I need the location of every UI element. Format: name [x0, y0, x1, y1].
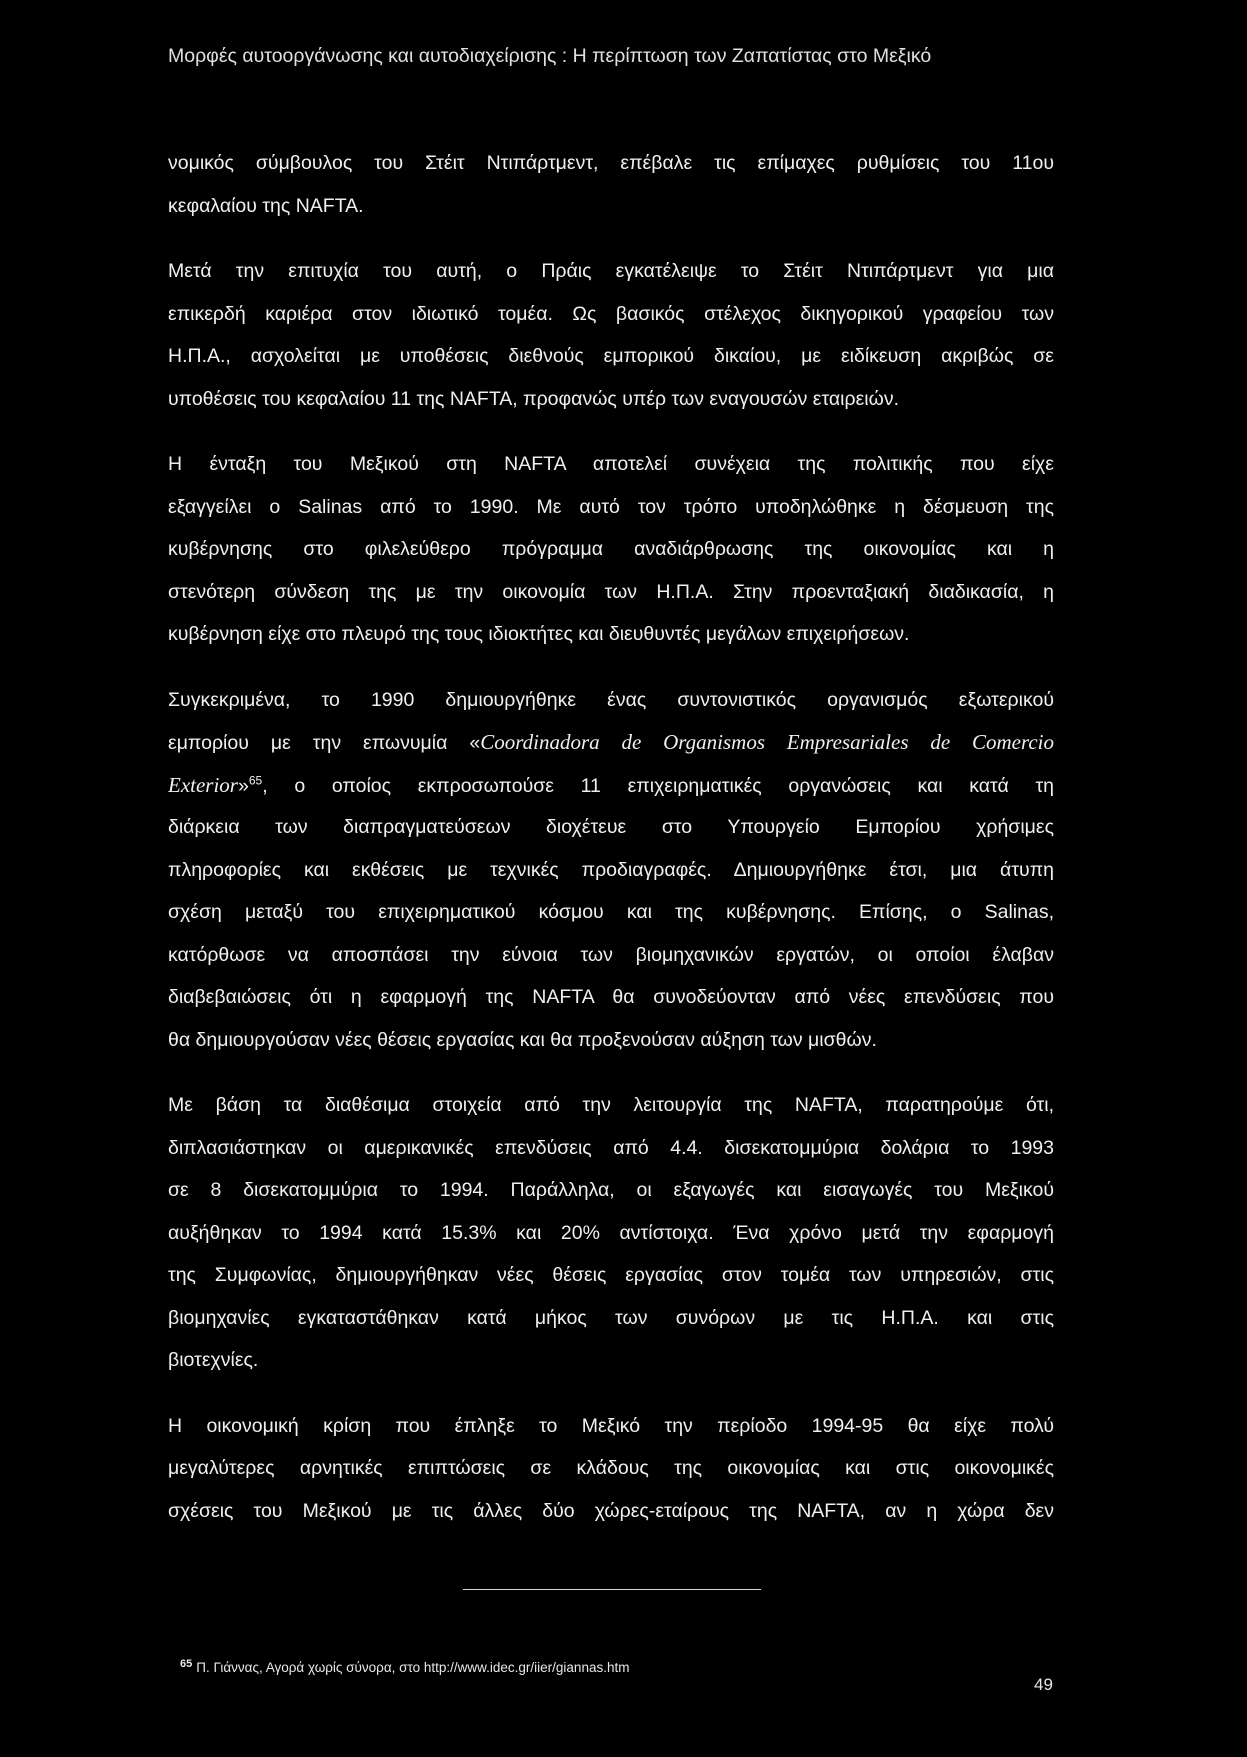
running-header: Μορφές αυτοοργάνωσης και αυτοδιαχείρισης : Η περίπτωση των Ζαπατίστας στο Μεξικό — [168, 45, 932, 67]
paragraph-line: διάρκεια των διαπραγματεύσεων διοχέτευε στο Υπουργείο Εμπορίου χρήσιμες — [168, 816, 1054, 838]
organization-name-italic: Exterior — [168, 772, 238, 797]
paragraph-line: Μετά την επιτυχία του αυτή, ο Πράις εγκατέλειψε το Στέιτ Ντιπάρτμεντ για μια — [168, 260, 1054, 282]
closing-quote: » — [237, 774, 249, 797]
paragraph-line: σχέσεις του Μεξικού με τις άλλες δύο χώρες-εταίρους της NAFTA, αν η χώρα δεν — [168, 1499, 1054, 1522]
footnote — [180, 1657, 1080, 1675]
paragraph-line — [168, 721, 1054, 764]
paragraph-line: διπλασιάστηκαν οι αμερικανικές επενδύσεις από 4.4. δισεκατομμύρια δολάρια το 1993 — [168, 1136, 1054, 1159]
paragraph-line: σχέση μεταξύ του επιχειρηματικού κόσμου και της κυβέρνησης. Επίσης, ο Salinas, — [168, 901, 1054, 923]
paragraph-line: Η.Π.Α., ασχολείται με υποθέσεις διεθνούς εμπορικού δικαίου, με ειδίκευση ακριβώς σε — [168, 345, 1054, 367]
paragraph-line: στενότερη σύνδεση της με την οικονομία των Η.Π.Α. Στην προενταξιακή διαδικασία, η — [168, 580, 1054, 603]
paragraph-text: εμπορίου με την επωνυμία « — [168, 732, 481, 754]
paragraph-line: βιομηχανίες εγκαταστάθηκαν κατά μήκος των συνόρων με τις Η.Π.Α. και στις — [168, 1306, 1054, 1329]
paragraph-line: εξαγγείλει ο Salinas από το 1990. Με αυτό τον τρόπο υποδηλώθηκε η δέσμευση της — [168, 495, 1054, 518]
footnote-number: 65 — [180, 1657, 193, 1670]
paragraph-line: βιοτεχνίες. — [168, 1349, 259, 1371]
paragraph-line: Η οικονομική κρίση που έπληξε το Μεξικό την περίοδο 1994-95 θα είχε πολύ — [168, 1414, 1054, 1437]
paragraph-3 — [168, 443, 1054, 656]
paragraph-line — [168, 764, 1054, 807]
paragraph-line: σε 8 δισεκατομμύρια το 1994. Παράλληλα, οι εξαγωγές και εισαγωγές του Μεξικού — [168, 1179, 1054, 1201]
paragraph-line: μεγαλύτερες αρνητικές επιπτώσεις σε κλάδους της οικονομίας και στις οικονομικές — [168, 1457, 1054, 1479]
paragraph-line: κυβέρνηση είχε στο πλευρό της τους ιδιοκτήτες και διευθυντές μεγάλων επιχειρήσεων. — [168, 623, 910, 645]
paragraph-line: κεφαλαίου της NAFTA. — [168, 194, 364, 217]
organization-name-italic: Coordinadora de Organismos Empresariales de Comercio — [480, 730, 1054, 754]
paragraph-line: Με βάση τα διαθέσιμα στοιχεία από την λειτουργία της NAFTA, παρατηρούμε ότι, — [168, 1094, 1054, 1116]
footnote-separator — [463, 1589, 761, 1590]
footnote-text: Π. Γιάννας, Αγορά χωρίς σύνορα, στο http://www.idec.gr/iier/giannas.htm — [196, 1660, 630, 1675]
paragraph-2 — [168, 250, 1054, 420]
body-text — [168, 142, 1054, 1532]
page-number: 49 — [1034, 1675, 1053, 1694]
paragraph-text: , ο οποίος εκπροσωπούσε 11 επιχειρηματικές οργανώσεις και κατά τη — [262, 774, 1054, 797]
paragraph-line: Η ένταξη του Μεξικού στη NAFTA αποτελεί συνέχεια της πολιτικής που είχε — [168, 453, 1054, 475]
paragraph-6 — [168, 1405, 1054, 1533]
paragraph-line: αυξήθηκαν το 1994 κατά 15.3% και 20% αντίστοιχα. Ένα χρόνο μετά την εφαρμογή — [168, 1221, 1054, 1244]
paragraph-line: πληροφορίες και εκθέσεις με τεχνικές προδιαγραφές. Δημιουργήθηκε έτσι, μια άτυπη — [168, 858, 1054, 881]
paragraph-line: διαβεβαιώσεις ότι η εφαρμογή της NAFTA θα συνοδεύονταν από νέες επενδύσεις που — [168, 986, 1054, 1008]
paragraph-4 — [168, 679, 1054, 1062]
paragraph-line: Συγκεκριμένα, το 1990 δημιουργήθηκε ένας συντονιστικός οργανισμός εξωτερικού — [168, 688, 1054, 711]
paragraph-line: επικερδή καριέρα στον ιδιωτικό τομέα. Ως βασικός στέλεχος δικηγορικού γραφείου των — [168, 302, 1054, 325]
paragraph-line: θα δημιουργούσαν νέες θέσεις εργασίας και θα προξενούσαν αύξηση των μισθών. — [168, 1028, 877, 1051]
paragraph-line: υποθέσεις του κεφαλαίου 11 της NAFTA, προφανώς υπέρ των εναγουσών εταιρειών. — [168, 387, 900, 410]
paragraph-line: νομικός σύμβουλος του Στέιτ Ντιπάρτμεντ, επέβαλε τις επίμαχες ρυθμίσεις του 11ου — [168, 152, 1054, 174]
paragraph-line: κατόρθωσε να αποσπάσει την εύνοια των βιομηχανικών εργατών, οι οποίοι έλαβαν — [168, 943, 1054, 966]
paragraph-1 — [168, 142, 1054, 227]
paragraph-line: κυβέρνησης στο φιλελεύθερο πρόγραμμα αναδιάρθρωσης της οικονομίας και η — [168, 538, 1054, 560]
paragraph-5 — [168, 1084, 1054, 1382]
footnote-reference: 65 — [248, 773, 263, 787]
paragraph-line: της Συμφωνίας, δημιουργήθηκαν νέες θέσεις εργασίας στον τομέα των υπηρεσιών, στις — [168, 1264, 1054, 1286]
